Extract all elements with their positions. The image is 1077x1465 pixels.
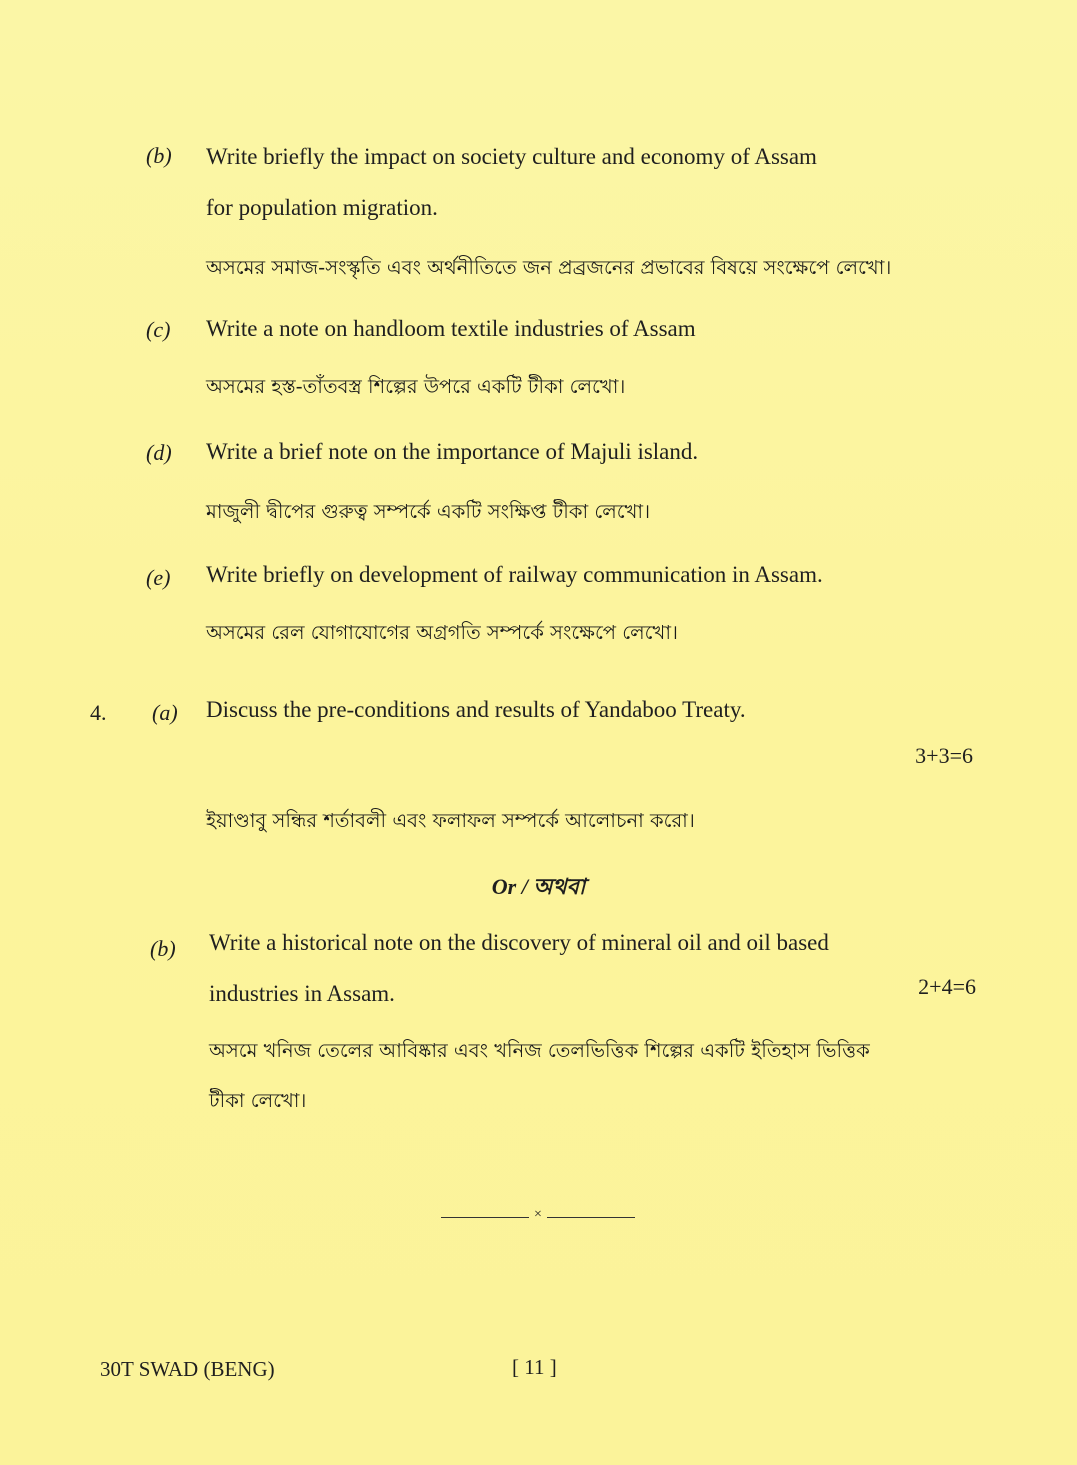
question-number: 4. [90,700,107,725]
question-text-bn [209,1026,984,1126]
paper-code: 30T SWAD (BENG) [100,1357,275,1381]
divider [547,1217,635,1218]
marks-allocation: 2+4=6 [918,974,976,999]
question-text-line: Write briefly the impact on society culture and economy of Assam [206,144,817,169]
question-text-bn: অসমের রেল যোগাযোগের অগ্রগতি সম্পর্কে সংক্ষেপে লেখো। [206,621,678,644]
question-text-en: Write a brief note on the importance of Majuli island. [206,439,699,464]
question-label: (a) [152,700,178,725]
or-separator: Or / অথবা [491,874,586,899]
question-text-bn: মাজুলী দ্বীপের গুরুত্ব সম্পর্কে একটি সংক্ষিপ্ত টীকা লেখো। [206,500,651,523]
question-label: (b) [150,936,176,961]
question-text-en [209,917,979,1019]
question-text-line: industries in Assam. [209,981,395,1006]
question-text-en [206,131,976,233]
question-text-en: Write a note on handloom textile industries of Assam [206,316,696,341]
question-text-line: টীকা লেখো। [209,1089,307,1112]
question-label: (d) [146,440,172,465]
marks-allocation: 3+3=6 [915,743,973,768]
question-text-line: for population migration. [206,195,438,220]
question-text-line: Write a historical note on the discovery of mineral oil and oil based [209,930,829,955]
question-label: (e) [146,565,171,590]
question-text-line: অসমে খনিজ তেলের আবিষ্কার এবং খনিজ তেলভিত্তিক শিল্পের একটি ইতিহাস ভিত্তিক [209,1039,870,1062]
cross-mark: × [534,1207,542,1222]
page-number: [ 11 ] [512,1355,557,1379]
question-label: (b) [146,143,172,168]
end-of-paper-mark [441,1206,635,1228]
question-text-bn: অসমের সমাজ-সংস্কৃতি এবং অর্থনীতিতে জন প্রব্রজনের প্রভাবের বিষয়ে সংক্ষেপে লেখো। [206,256,892,279]
question-text-bn: ইয়াণ্ডাবু সন্ধির শর্তাবলী এবং ফলাফল সম্পর্কে আলোচনা করো। [206,809,695,832]
question-text-bn: অসমের হস্ত-তাঁতবস্ত্র শিল্পের উপরে একটি টীকা লেখো। [206,375,626,398]
question-text-en: Discuss the pre-conditions and results of Yandaboo Treaty. [206,697,746,722]
question-text-en: Write briefly on development of railway communication in Assam. [206,562,823,587]
question-label: (c) [146,317,171,342]
